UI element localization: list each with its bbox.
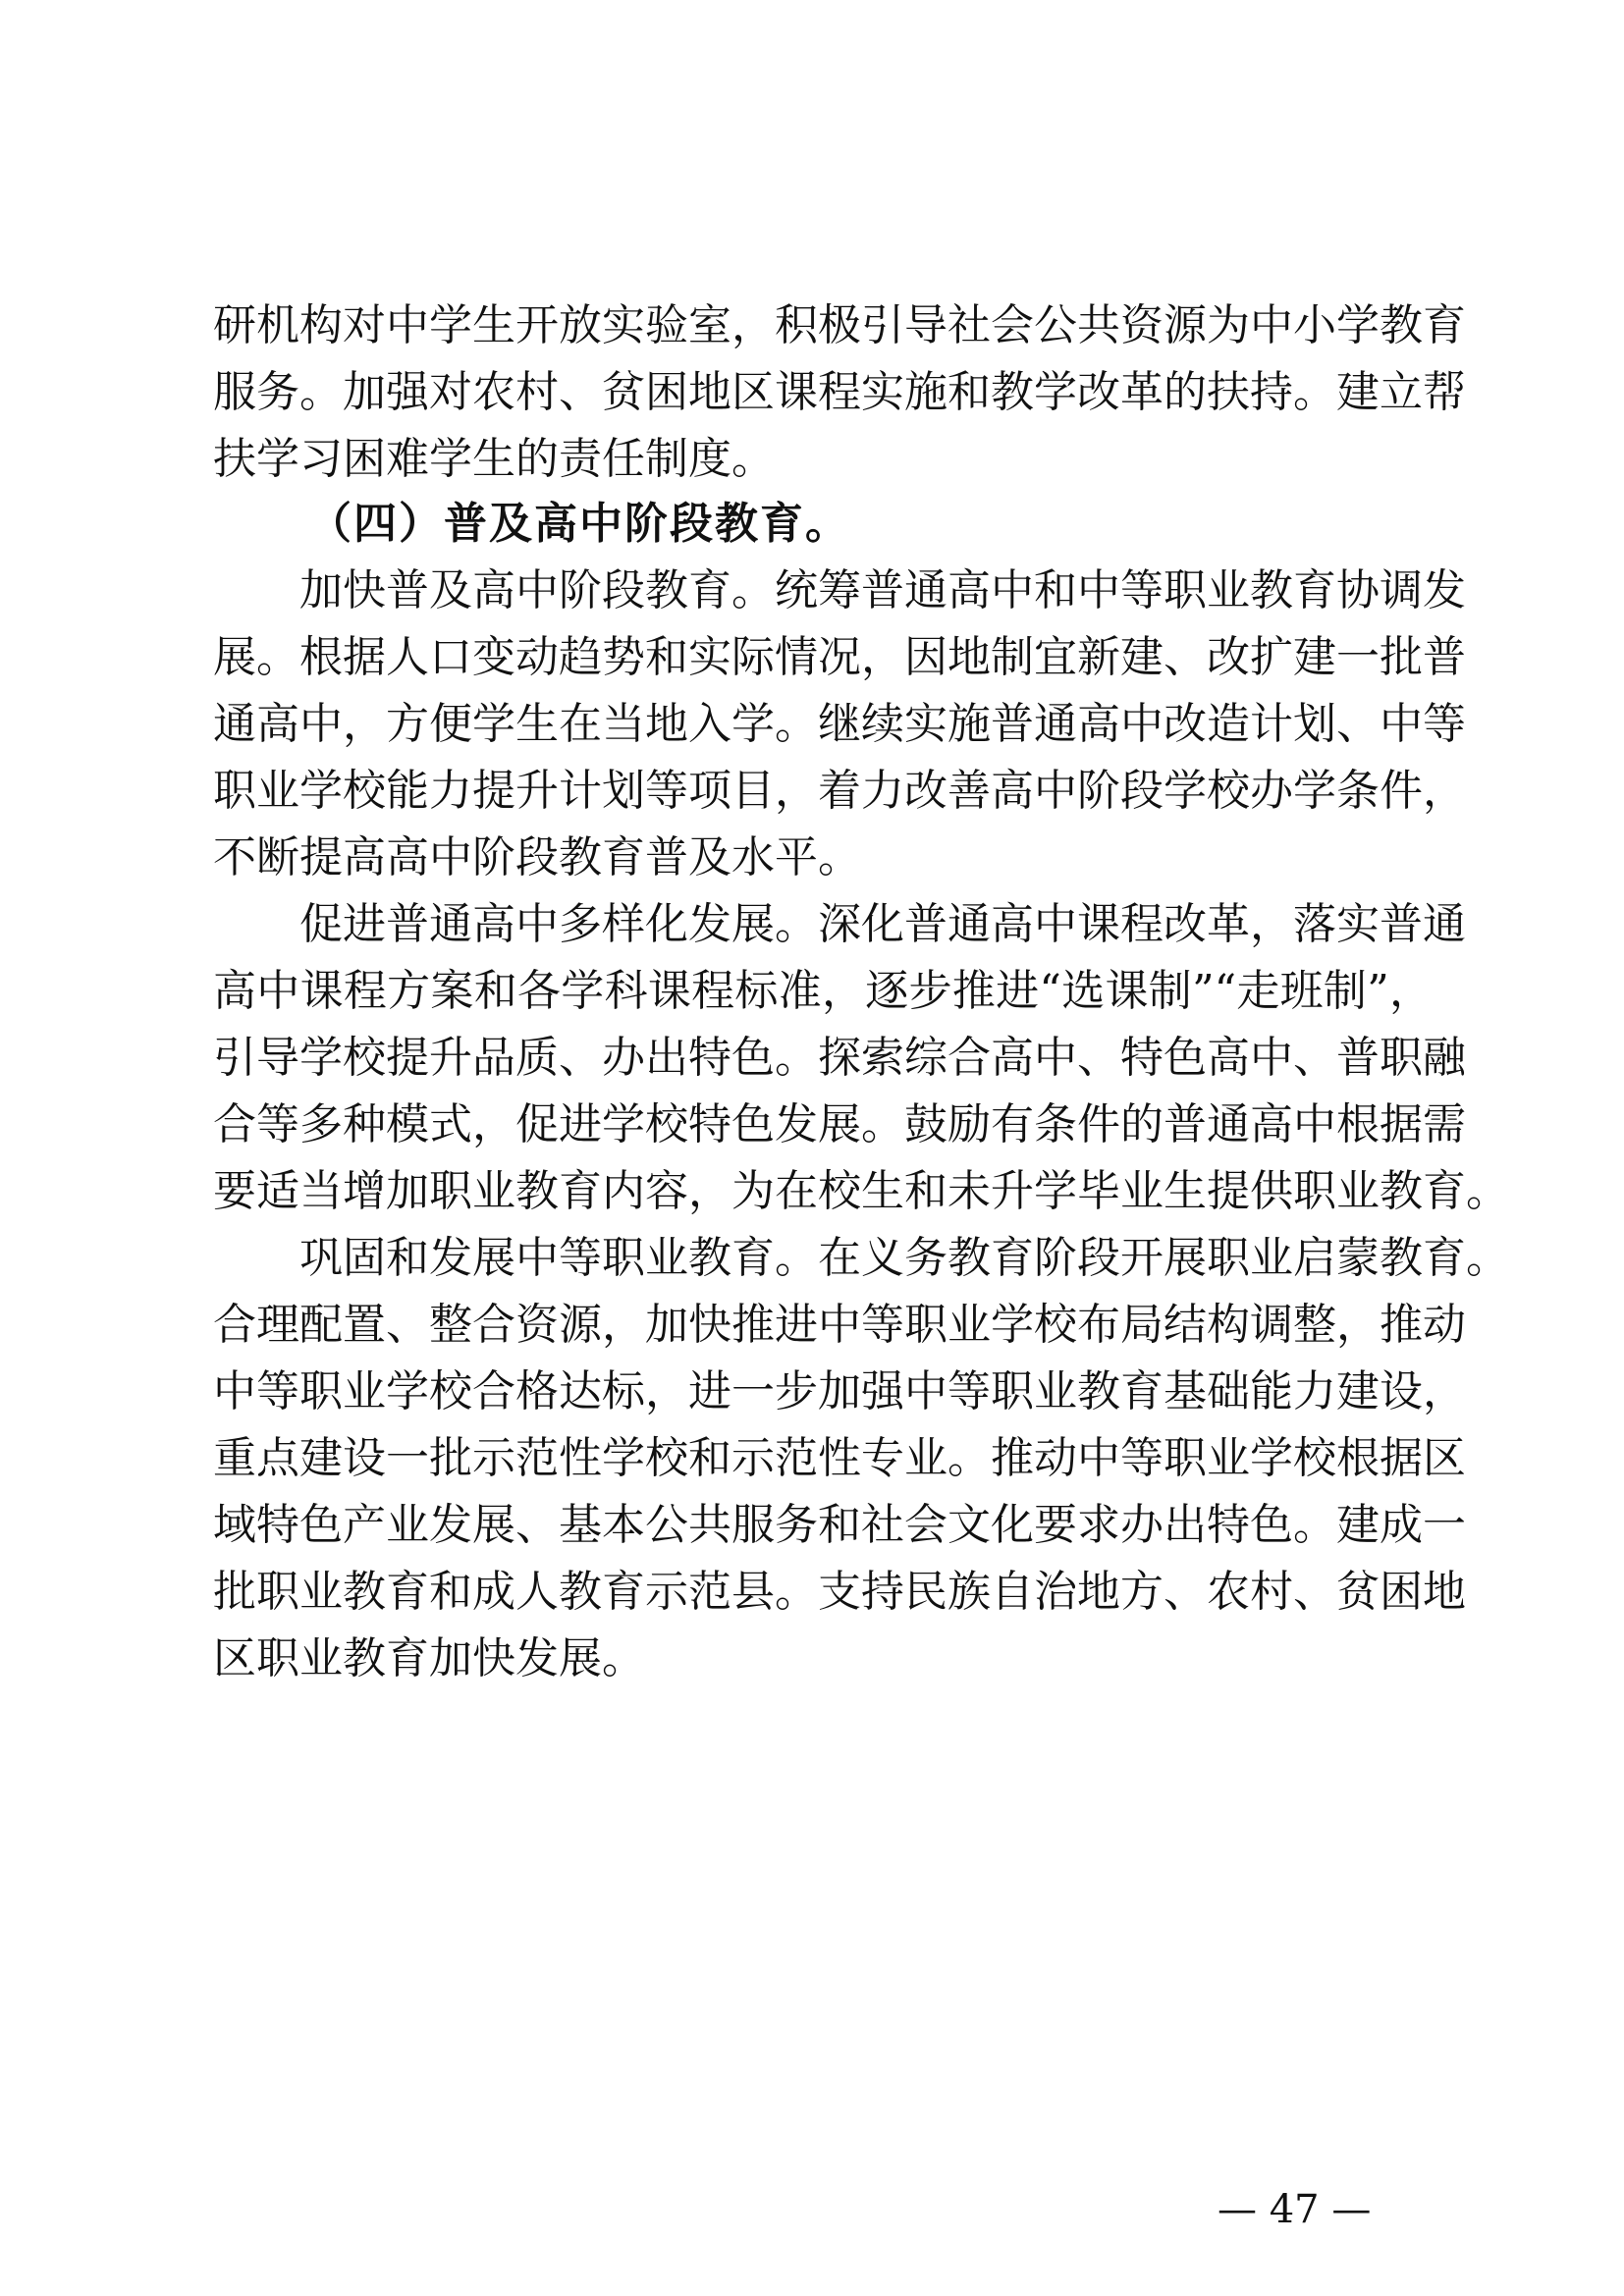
text-line: 批职业教育和成人教育示范县。支持民族自治地方、农村、贫困地 — [213, 1567, 1466, 1617]
text-line: 展。根据人口变动趋势和实际情况，因地制宜新建、改扩建一批普 — [213, 632, 1466, 682]
section-heading: （四）普及高中阶段教育。 — [308, 499, 850, 549]
text-line: 促进普通高中多样化发展。深化普通高中课程改革，落实普通 — [299, 899, 1466, 949]
text-line: 扶学习困难学生的责任制度。 — [213, 434, 775, 484]
text-line: 巩固和发展中等职业教育。在义务教育阶段开展职业启蒙教育。 — [299, 1233, 1509, 1283]
text-line: 合等多种模式，促进学校特色发展。鼓励有条件的普通高中根据需 — [213, 1099, 1466, 1149]
text-line: 要适当增加职业教育内容，为在校生和未升学毕业生提供职业教育。 — [213, 1166, 1509, 1216]
text-line: 域特色产业发展、基本公共服务和社会文化要求办出特色。建成一 — [213, 1500, 1466, 1550]
text-line: 职业学校能力提升计划等项目，着力改善高中阶段学校办学条件， — [213, 766, 1466, 816]
text-line: 服务。加强对农村、贫困地区课程实施和教学改革的扶持。建立帮 — [213, 367, 1466, 417]
text-line: 合理配置、整合资源，加快推进中等职业学校布局结构调整，推动 — [213, 1300, 1466, 1350]
text-line: 通高中，方便学生在当地入学。继续实施普通高中改造计划、中等 — [213, 699, 1466, 749]
text-line: 研机构对中学生开放实验室，积极引导社会公共资源为中小学教育 — [213, 300, 1466, 350]
text-line: 重点建设一批示范性学校和示范性专业。推动中等职业学校根据区 — [213, 1433, 1466, 1483]
text-line: 不断提高高中阶段教育普及水平。 — [213, 832, 861, 882]
text-line: 高中课程方案和各学科课程标准，逐步推进“选课制”“走班制”， — [213, 966, 1433, 1016]
text-line: 中等职业学校合格达标，进一步加强中等职业教育基础能力建设， — [213, 1366, 1466, 1416]
text-line: 引导学校提升品质、办出特色。探索综合高中、特色高中、普职融 — [213, 1033, 1466, 1083]
text-line: 加快普及高中阶段教育。统筹普通高中和中等职业教育协调发 — [299, 565, 1466, 615]
text-line: 区职业教育加快发展。 — [213, 1633, 645, 1683]
page-number: — 47 — — [1218, 2187, 1372, 2232]
